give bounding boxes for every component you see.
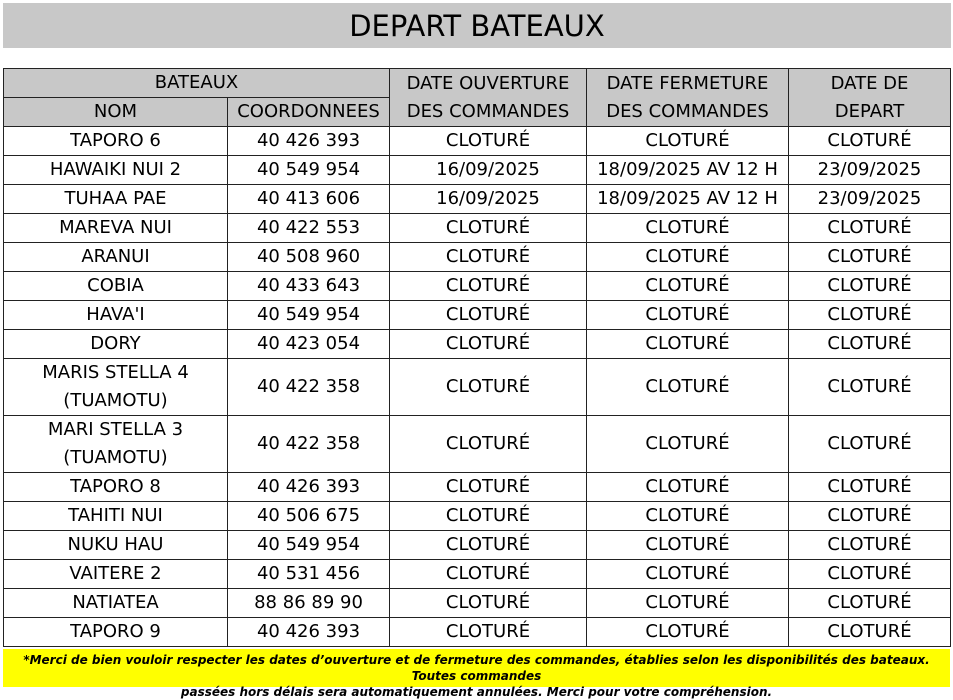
boat-name-line1: DORY — [90, 333, 141, 354]
boat-name — [4, 272, 228, 301]
boat-depart-date: CLOTURÉ — [789, 272, 951, 301]
boat-phone: 40 426 393 — [228, 618, 390, 647]
header-contact: COORDONNEES — [228, 98, 390, 127]
boat-name-line2: (TUAMOTU) — [63, 390, 168, 411]
boat-close-date: CLOTURÉ — [587, 127, 789, 156]
boat-name-line1: TUHAA PAE — [64, 188, 167, 209]
header-bateaux: BATEAUX — [4, 69, 390, 98]
header-depart-line1: DATE DE — [830, 72, 909, 94]
boat-name — [4, 473, 228, 502]
boat-phone: 40 422 358 — [228, 416, 390, 473]
boat-name — [4, 589, 228, 618]
boat-phone: 40 549 954 — [228, 301, 390, 330]
boat-phone: 40 433 643 — [228, 272, 390, 301]
boat-depart-date: CLOTURÉ — [789, 301, 951, 330]
boat-name — [4, 531, 228, 560]
boat-depart-date: CLOTURÉ — [789, 243, 951, 272]
boat-open-date: CLOTURÉ — [390, 127, 587, 156]
boat-open-date: CLOTURÉ — [390, 502, 587, 531]
boat-close-date: CLOTURÉ — [587, 589, 789, 618]
header-name: NOM — [4, 98, 228, 127]
table-row — [4, 185, 951, 214]
boat-open-date: CLOTURÉ — [390, 359, 587, 416]
boat-name-line1: HAWAIKI NUI 2 — [49, 159, 182, 180]
boat-depart-date: CLOTURÉ — [789, 127, 951, 156]
header-close-date — [587, 69, 789, 127]
boat-name-line1: TAPORO 8 — [70, 476, 161, 497]
boat-name-line1: TAPORO 9 — [70, 621, 161, 642]
boat-close-date: CLOTURÉ — [587, 214, 789, 243]
header-depart-line2: DEPART — [834, 100, 905, 122]
boat-open-date: CLOTURÉ — [390, 531, 587, 560]
boat-name — [4, 185, 228, 214]
boat-name — [4, 156, 228, 185]
boat-phone: 40 549 954 — [228, 156, 390, 185]
boat-phone: 40 423 054 — [228, 330, 390, 359]
boat-close-date: CLOTURÉ — [587, 272, 789, 301]
boat-departure-table — [3, 68, 951, 647]
footnote-line2: passées hors délais sera automatiquement annulées. Merci pour votre compréhension. — [180, 685, 773, 699]
boat-name — [4, 618, 228, 647]
boat-depart-date: 23/09/2025 — [789, 156, 951, 185]
table-row — [4, 416, 951, 473]
table-row — [4, 502, 951, 531]
boat-depart-date: CLOTURÉ — [789, 502, 951, 531]
boat-depart-date: 23/09/2025 — [789, 185, 951, 214]
boat-open-date: CLOTURÉ — [390, 618, 587, 647]
boat-open-date: CLOTURÉ — [390, 416, 587, 473]
table-row — [4, 127, 951, 156]
boat-depart-date: CLOTURÉ — [789, 618, 951, 647]
boat-open-date: CLOTURÉ — [390, 589, 587, 618]
boat-phone: 40 506 675 — [228, 502, 390, 531]
header-close-line1: DATE FERMETURE — [606, 72, 769, 94]
header-close-line2: DES COMMANDES — [606, 100, 769, 122]
boat-name — [4, 560, 228, 589]
boat-close-date: CLOTURÉ — [587, 301, 789, 330]
header-open-date — [390, 69, 587, 127]
boat-phone: 40 549 954 — [228, 531, 390, 560]
boat-depart-date: CLOTURÉ — [789, 359, 951, 416]
boat-close-date: CLOTURÉ — [587, 330, 789, 359]
boat-phone: 40 426 393 — [228, 473, 390, 502]
table-row — [4, 330, 951, 359]
table-row — [4, 359, 951, 416]
boat-depart-date: CLOTURÉ — [789, 330, 951, 359]
boat-name-line1: TAPORO 6 — [70, 130, 161, 151]
boat-name-line1: NATIATEA — [72, 592, 159, 613]
boat-phone: 40 531 456 — [228, 560, 390, 589]
table-row — [4, 618, 951, 647]
boat-depart-date: CLOTURÉ — [789, 589, 951, 618]
boat-open-date: CLOTURÉ — [390, 330, 587, 359]
boat-name-line1: NUKU HAU — [67, 534, 164, 555]
boat-open-date: CLOTURÉ — [390, 473, 587, 502]
boat-phone: 40 422 358 — [228, 359, 390, 416]
footnote — [3, 649, 950, 699]
boat-name-line1: COBIA — [87, 275, 144, 296]
boat-phone: 40 422 553 — [228, 214, 390, 243]
boat-name — [4, 214, 228, 243]
boat-name — [4, 502, 228, 531]
boat-name — [4, 416, 228, 473]
boat-depart-date: CLOTURÉ — [789, 560, 951, 589]
boat-name-line1: TAHITI NUI — [68, 505, 163, 526]
page-title-text: DEPART BATEAUX — [349, 8, 605, 43]
boat-depart-date: CLOTURÉ — [789, 473, 951, 502]
boat-phone: 40 413 606 — [228, 185, 390, 214]
table-row — [4, 156, 951, 185]
header-open-line1: DATE OUVERTURE — [406, 72, 570, 94]
boat-close-date: CLOTURÉ — [587, 473, 789, 502]
boat-close-date: CLOTURÉ — [587, 502, 789, 531]
boat-close-date: CLOTURÉ — [587, 243, 789, 272]
boat-name — [4, 127, 228, 156]
boat-open-date: CLOTURÉ — [390, 560, 587, 589]
page-title — [3, 3, 951, 48]
boat-open-date: 16/09/2025 — [390, 185, 587, 214]
boat-open-date: CLOTURÉ — [390, 214, 587, 243]
boat-name — [4, 359, 228, 416]
boat-name — [4, 301, 228, 330]
boat-name-line1: MARI STELLA 3 — [47, 419, 184, 440]
boat-open-date: CLOTURÉ — [390, 301, 587, 330]
boat-name-line1: MARIS STELLA 4 — [42, 362, 189, 383]
table-row — [4, 214, 951, 243]
boat-depart-date: CLOTURÉ — [789, 214, 951, 243]
boat-name-line1: ARANUI — [81, 246, 150, 267]
boat-name-line2: (TUAMOTU) — [63, 447, 168, 468]
table-row — [4, 272, 951, 301]
boat-name-line1: MAREVA NUI — [59, 217, 172, 238]
boat-name — [4, 330, 228, 359]
boat-close-date: CLOTURÉ — [587, 531, 789, 560]
table-row — [4, 301, 951, 330]
table-row — [4, 531, 951, 560]
boat-open-date: CLOTURÉ — [390, 272, 587, 301]
boat-close-date: CLOTURÉ — [587, 416, 789, 473]
boat-depart-date: CLOTURÉ — [789, 416, 951, 473]
boat-close-date: 18/09/2025 AV 12 H — [587, 185, 789, 214]
header-open-line2: DES COMMANDES — [406, 100, 570, 122]
table-row — [4, 473, 951, 502]
boat-name-line1: VAITERE 2 — [69, 563, 162, 584]
boat-close-date: CLOTURÉ — [587, 560, 789, 589]
header-depart-date — [789, 69, 951, 127]
boat-close-date: CLOTURÉ — [587, 359, 789, 416]
boat-name-line1: HAVA'I — [86, 304, 145, 325]
boat-open-date: CLOTURÉ — [390, 243, 587, 272]
table-row — [4, 589, 951, 618]
boat-close-date: CLOTURÉ — [587, 618, 789, 647]
boat-open-date: 16/09/2025 — [390, 156, 587, 185]
boat-phone: 88 86 89 90 — [228, 589, 390, 618]
boat-depart-date: CLOTURÉ — [789, 531, 951, 560]
boat-phone: 40 508 960 — [228, 243, 390, 272]
boat-name — [4, 243, 228, 272]
footnote-line1: *Merci de bien vouloir respecter les dates d’ouverture et de fermeture des commandes, établies selon les disponibilités des bateaux. Toutes commandes — [23, 653, 930, 683]
boat-phone: 40 426 393 — [228, 127, 390, 156]
boat-close-date: 18/09/2025 AV 12 H — [587, 156, 789, 185]
table-row — [4, 560, 951, 589]
table-row — [4, 243, 951, 272]
